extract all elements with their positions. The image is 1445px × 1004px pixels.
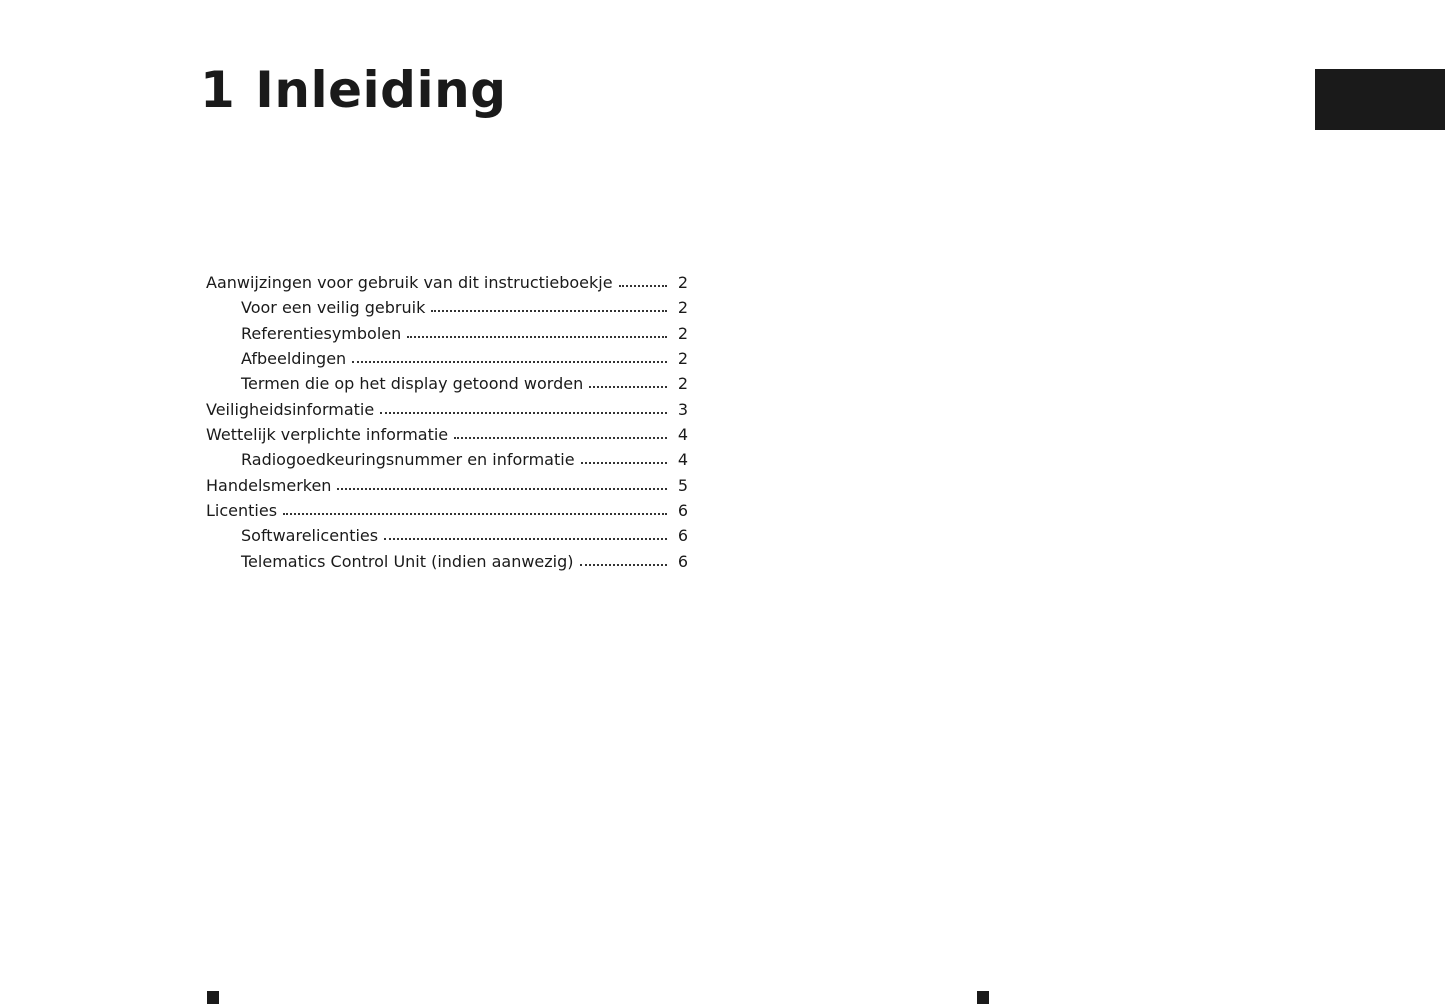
chapter-tab-marker	[1315, 69, 1445, 130]
toc-entry[interactable]	[206, 447, 688, 472]
toc-page-number: 4	[677, 450, 688, 470]
toc-entry-label: Veiligheidsinformatie	[206, 399, 375, 419]
crop-mark-left	[207, 991, 219, 1004]
toc-entry-label: Handelsmerken	[206, 475, 332, 495]
toc-entry-label: Licenties	[206, 501, 278, 521]
toc-page-number: 3	[677, 399, 688, 419]
toc-entry-label: Telematics Control Unit (indien aanwezig)	[241, 551, 574, 571]
toc-dot-leader	[384, 537, 667, 540]
toc-page-number: 2	[677, 349, 688, 369]
toc-page-number: 6	[677, 501, 688, 521]
toc-page-number: 5	[677, 475, 688, 495]
toc-dot-leader	[431, 309, 667, 312]
toc-entry-label: Wettelijk verplichte informatie	[206, 425, 449, 445]
toc-entry-label: Voor een veilig gebruik	[241, 298, 426, 318]
toc-entry[interactable]	[206, 371, 688, 396]
toc-entry[interactable]	[206, 549, 688, 574]
toc-entry-label: Aanwijzingen voor gebruik van dit instructieboekje	[206, 273, 613, 292]
toc-dot-leader	[337, 487, 667, 490]
toc-dot-leader	[580, 563, 667, 566]
toc-dot-leader	[619, 284, 667, 287]
toc-entry[interactable]	[206, 397, 688, 422]
crop-mark-right	[977, 991, 989, 1004]
toc-dot-leader	[581, 461, 667, 464]
table-of-contents	[206, 270, 688, 574]
toc-dot-leader	[352, 360, 667, 363]
toc-dot-leader	[454, 436, 667, 439]
toc-entry-label: Softwarelicenties	[241, 526, 379, 546]
toc-entry[interactable]	[206, 473, 688, 498]
toc-entry[interactable]	[206, 270, 688, 295]
toc-entry[interactable]	[206, 422, 688, 447]
toc-entry-label: Termen die op het display getoond worden	[241, 374, 584, 394]
toc-page-number: 4	[677, 425, 688, 445]
toc-page-number: 2	[677, 374, 688, 394]
toc-page-number: 6	[677, 526, 688, 546]
toc-entry[interactable]	[206, 295, 688, 320]
toc-entry-label: Radiogoedkeuringsnummer en informatie	[241, 450, 575, 470]
toc-page-number: 2	[677, 273, 688, 292]
chapter-name: Inleiding	[255, 61, 507, 119]
chapter-number: 1	[200, 61, 236, 119]
toc-entry[interactable]	[206, 346, 688, 371]
toc-entry-label: Referentiesymbolen	[241, 323, 402, 343]
toc-entry-label: Afbeeldingen	[241, 349, 347, 369]
toc-entry[interactable]	[206, 498, 688, 523]
toc-page-number: 6	[677, 551, 688, 571]
toc-dot-leader	[380, 411, 667, 414]
toc-page-number: 2	[677, 323, 688, 343]
toc-dot-leader	[589, 385, 667, 388]
chapter-title	[200, 58, 507, 122]
toc-dot-leader	[283, 512, 667, 515]
toc-page-number: 2	[677, 298, 688, 318]
toc-dot-leader	[407, 335, 667, 338]
toc-entry[interactable]	[206, 523, 688, 548]
toc-entry[interactable]	[206, 321, 688, 346]
